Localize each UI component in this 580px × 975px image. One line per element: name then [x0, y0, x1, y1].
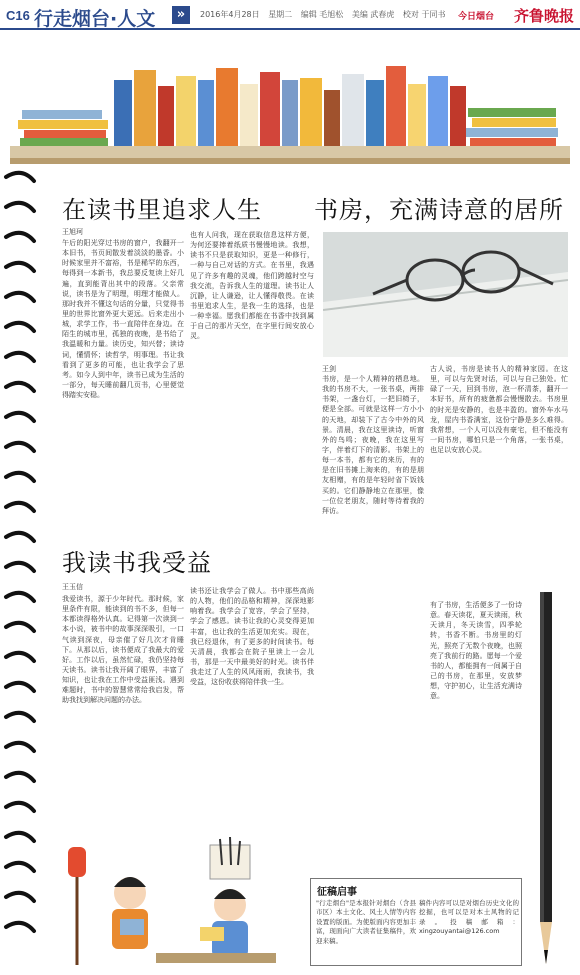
notice-column-1: "行走烟台"是本报针对烟台（含县市区）本土文化、风土人情等内容设置的版面。为使版面内容更加丰富，现面向广大读者征集稿件，欢迎来稿。 — [316, 899, 416, 945]
call-for-submissions-box — [310, 878, 522, 966]
publish-date: 2016年4月28日 — [200, 10, 260, 19]
notice-title: 征稿启事 — [317, 887, 357, 898]
proofreader: 校对 于同书 — [402, 10, 446, 19]
article2-column-1: 书房，是一个人精神的栖息地。我的书房不大，一张书桌，两排书架，一盏台灯，一把旧椅子，便是全部。可就是这样一方小小的天地，却装下了古今中外的风景。清晨，我在这里读诗，听窗外的鸟鸣；夜晚，我在这里写字，伴着灯下的清影。书架上的每一本书，都有它的来历，有的是在旧书摊上淘来的，有的是朋友相赠，有的是年轻时省下饭钱买的。它们静静地立在那里，像一位位老朋友，随时等待着我的拜访。 — [322, 375, 424, 515]
section-title: 行走烟台·人文 — [34, 8, 156, 30]
article1-byline: 王旭珂 — [62, 228, 83, 236]
spiral-binding-illustration — [0, 165, 40, 965]
newspaper-logo: 齐鲁晚报 — [513, 7, 574, 25]
article3-byline: 王玉信 — [62, 583, 83, 591]
weekday: 星期二 — [268, 10, 293, 19]
article3-column-2: 读书还让我学会了做人。书中那些高尚的人物，他们的品格和精神，深深地影响着我。我学会了宽容，学会了坚持，学会了感恩。读书让我的心灵变得更加丰富，也让我的生活更加充实。现在，我已经退休，有了更多的时间读书。每天清晨，我都会在院子里读上一会儿书，那是一天中最美好的时光。读书伴我走过了人生的风风雨雨，我读书，我受益，这份收获将陪伴我一生。 — [190, 587, 314, 687]
glasses-on-book-photo — [323, 232, 568, 357]
bookshelf-illustration — [10, 50, 570, 170]
article2-column-3: 有了书房，生活便多了一份诗意。春天读花，夏天读雨，秋天读月，冬天读雪，四季轮转，书香不断。书房里的灯光，照亮了无数个夜晚，也照亮了我前行的路。愿每一个爱书的人，都能拥有一间属于自己的书房，在那里，安放梦想，守护初心，让生活充满诗意。 — [430, 601, 522, 701]
edition-name: 今日烟台 — [457, 12, 494, 22]
page-header — [0, 0, 580, 30]
article1-column-2: 也有人问我，现在获取信息这样方便，为何还要捧着纸质书慢慢地读。我想，读书不只是获取知识，更是一种修行，一种与自己对话的方式。在书里，我遇见了许多有趣的灵魂，他们跨越时空与我交流，告诉我人生的道理。读书让人沉静，让人谦逊，让人懂得敬畏。在读书里追求人生，是我一生的选择，也是一种幸福。愿我们都能在书香中找到属于自己的那片天空，在字里行间安放心灵。 — [190, 231, 314, 341]
article2-byline: 王剑 — [322, 365, 336, 373]
article3-title: 我读书我受益 — [62, 549, 212, 577]
page-meta — [200, 9, 451, 20]
article1-column-1: 午后的阳光穿过书房的窗户，我翻开一本旧书，书页间散发着淡淡的墨香。小时候家里并不富裕，书是稀罕的东西，每得到一本新书，我总要反复读上好几遍，直到能背出其中的段落。父亲常说，读书是为了明理，明理才能做人。那时我并不懂这句话的分量，只觉得书里的世界比窗外更大更远。后来走出小城，求学工作，书一直陪伴在身边。在陌生的城市里，孤独的夜晚，是书给了我温暖和力量。读历史，知兴替；读诗词，懂情怀；读哲学，明事理。书让我看到了更多的可能，也让我学会了思考。如今人到中年，读书已成为生活的一部分，每天睡前翻几页书，心里便觉得踏实安稳。 — [62, 239, 184, 400]
article1-title: 在读书里追求人生 — [62, 196, 262, 224]
editor: 编辑 毛旭松 — [300, 10, 344, 19]
page-number: C16 — [6, 8, 30, 23]
article3-column-1: 我爱读书，源于少年时代。那时候，家里条件有限，能读到的书不多，但每一本都读得格外认真。记得第一次读到一本小说，被书中的故事深深吸引，一口气读到深夜，母亲催了好几次才肯睡下。从那以后，读书便成了我最大的爱好。工作以后，虽然忙碌，我仍坚持每天读书。读书让我开阔了眼界，丰富了知识，也让我在工作中受益匪浅。遇到难题时，书中的智慧常常给我启发，帮助我找到解决问题的办法。 — [62, 595, 184, 705]
children-reading-illustration — [60, 835, 290, 970]
article2-column-2: 古人说，书房是读书人的精神家园。在这里，可以与先贤对话，可以与自己独处。忙碌了一天，回到书房，泡一杯清茶，翻开一本好书，所有的疲惫都会慢慢散去。书房里的时光是安静的，也是丰盈的。窗外车水马龙，屋内书香满室，这份宁静是多么难得。我常想，一个人可以没有豪宅，但不能没有一间书房，哪怕只是一个角落，一张书桌，也足以安放心灵。 — [430, 365, 568, 455]
section-arrow-icon: » — [172, 6, 190, 24]
notice-column-2: 稿件内容可以是对烟台历史文化的挖掘，也可以是对本土风物的记录。投稿邮箱：xingzouyantai@126.com — [419, 899, 519, 936]
designer: 美编 武春虎 — [351, 10, 395, 19]
pencil-illustration — [528, 592, 562, 972]
article2-title: 书房，充满诗意的居所 — [314, 196, 564, 224]
